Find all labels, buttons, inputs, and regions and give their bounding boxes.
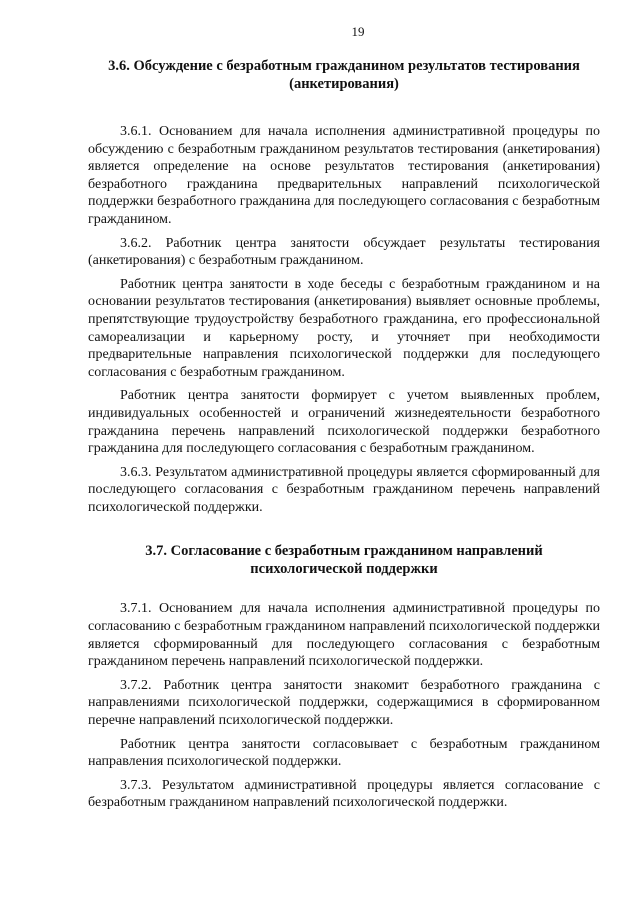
paragraph-3-6-3: 3.6.3. Результатом административной процедуры является сформированный для последующего согласования с безработным гражданином перечень направлений психологической поддержки.	[88, 464, 600, 515]
section-3-6-title: 3.6. Обсуждение с безработным гражданином результатов тестирования (анкетирования)	[108, 58, 580, 92]
page-number: 19	[351, 24, 365, 39]
paragraph-3-7-3: 3.7.3. Результатом административной процедуры является согласование с безработным гражданином направлений психологической поддержки.	[88, 777, 600, 811]
paragraph-3-6-2-list: Работник центра занятости формирует с учетом выявленных проблем, индивидуальных особенностей и ограничений жизнедеятельности безработного гражданина перечень направлений психологической поддержки безработного гражданина для последующего согласования с безработным гражданином.	[88, 388, 600, 457]
section-3-7-title: 3.7. Согласование с безработным гражданином направлений психологической поддержки	[145, 543, 543, 578]
paragraph-3-6-2: 3.6.2. Работник центра занятости обсуждает результаты тестирования (анкетирования) с безработным гражданином.	[88, 235, 600, 269]
paragraph-3-7-2-agreement: Работник центра занятости согласовывает с безработным гражданином направления психологической поддержки.	[88, 736, 600, 770]
document-page	[88, 24, 600, 818]
paragraph-3-6-1: 3.6.1. Основанием для начала исполнения административной процедуры по обсуждению с безработным гражданином результатов тестирования (анкетирования) является определение на основе результатов тестирования (анкетирования) безработного гражданина предварительных направлений психологической поддержки безработного гражданина для последующего согласования с безработным гражданином.	[88, 124, 600, 227]
paragraph-3-7-2: 3.7.2. Работник центра занятости знакомит безработного гражданина с направлениями психологической поддержки, содержащимися в сформированном перечне направлений психологической поддержки.	[88, 677, 600, 729]
paragraph-3-6-2-discussion: Работник центра занятости в ходе беседы с безработным гражданином и на основании результатов тестирования (анкетирования) выявляет основные проблемы, препятствующие трудоустройству безработного гражданина, его профессиональной самореализации и карьерному росту, и уточняет при необходимости предварительные направления психологической поддержки для последующего согласования с безработным гражданином.	[88, 276, 600, 380]
paragraph-3-7-1: 3.7.1. Основанием для начала исполнения административной процедуры по согласованию с безработным гражданином направлений психологической поддержки является сформированный для последующего согласования с безработным гражданином перечень направлений психологической поддержки.	[88, 601, 600, 670]
